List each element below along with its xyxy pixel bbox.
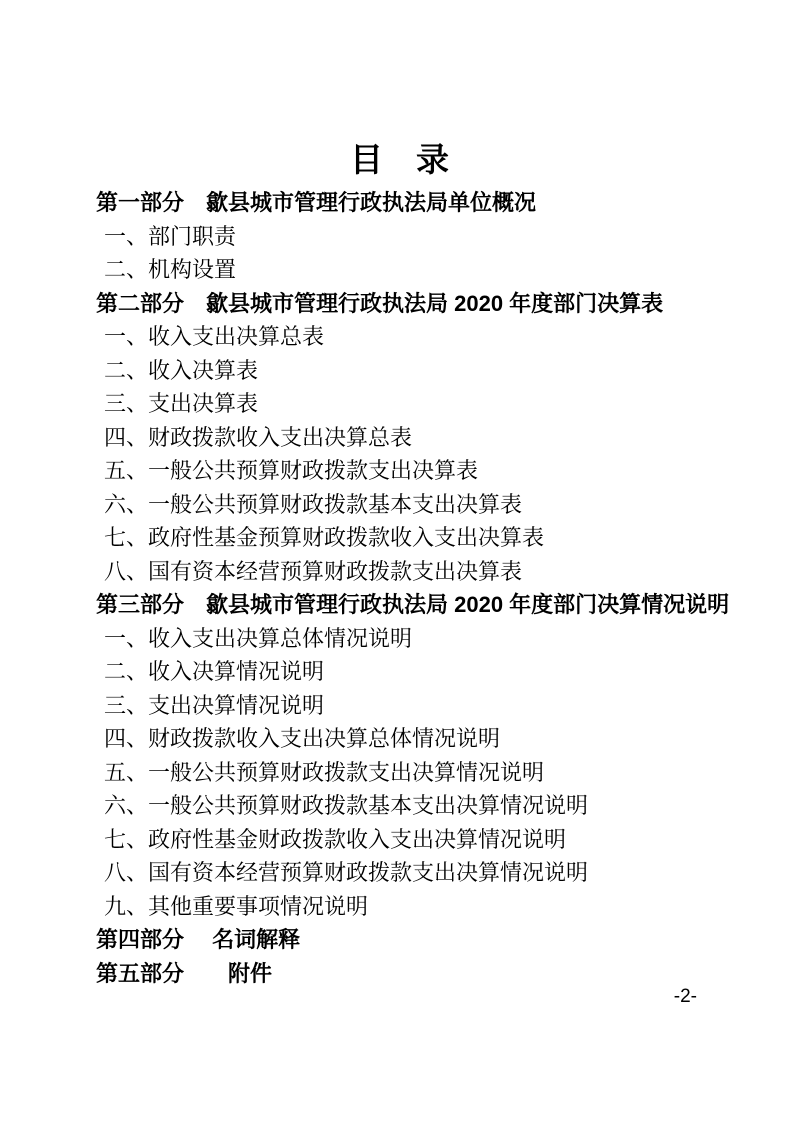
toc-item: 六、一般公共预算财政拨款基本支出决算表: [104, 491, 523, 517]
toc-item: 三、支出决算表: [104, 391, 259, 416]
toc-item: 二、收入决算情况说明: [104, 659, 325, 684]
toc-item: 一、收入支出决算总体情况说明: [104, 625, 413, 651]
toc-item: 五、一般公共预算财政拨款支出决算表: [104, 458, 479, 483]
toc-item: 二、收入决算表: [104, 357, 259, 383]
toc-section-heading-part2: 第二部分 歙县城市管理行政执法局 2020 年度部门决算表: [96, 290, 664, 316]
page-number: -2-: [673, 986, 697, 1007]
toc-item: 二、机构设置: [104, 257, 237, 282]
toc-item: 八、国有资本经营预算财政拨款支出决算表: [104, 558, 523, 584]
toc-section-heading-part3: 第三部分 歙县城市管理行政执法局 2020 年度部门决算情况说明: [96, 592, 730, 617]
page-title: 目 录: [350, 141, 449, 178]
toc-item: 三、支出决算情况说明: [104, 692, 325, 718]
toc-item: 一、部门职责: [104, 223, 237, 249]
toc-item: 四、财政拨款收入支出决算总体情况说明: [104, 726, 501, 751]
toc-item: 九、其他重要事项情况说明: [104, 893, 369, 919]
toc-item: 七、政府性基金财政拨款收入支出决算情况说明: [104, 826, 567, 852]
toc-content: [96, 138, 730, 990]
toc-section-heading-part5: 第五部分 附件: [96, 960, 273, 986]
toc-item: 七、政府性基金预算财政拨款收入支出决算表: [104, 525, 545, 550]
toc-section-heading-part4: 第四部分 名词解释: [96, 927, 301, 952]
toc-item: 一、收入支出决算总表: [104, 324, 325, 349]
toc-item: 八、国有资本经营预算财政拨款支出决算情况说明: [104, 860, 589, 885]
toc-section-heading-part1: 第一部分 歙县城市管理行政执法局单位概况: [96, 190, 537, 215]
toc-item: 六、一般公共预算财政拨款基本支出决算情况说明: [104, 793, 589, 818]
toc-item: 五、一般公共预算财政拨款支出决算情况说明: [104, 759, 545, 785]
toc-item: 四、财政拨款收入支出决算总表: [104, 424, 413, 450]
